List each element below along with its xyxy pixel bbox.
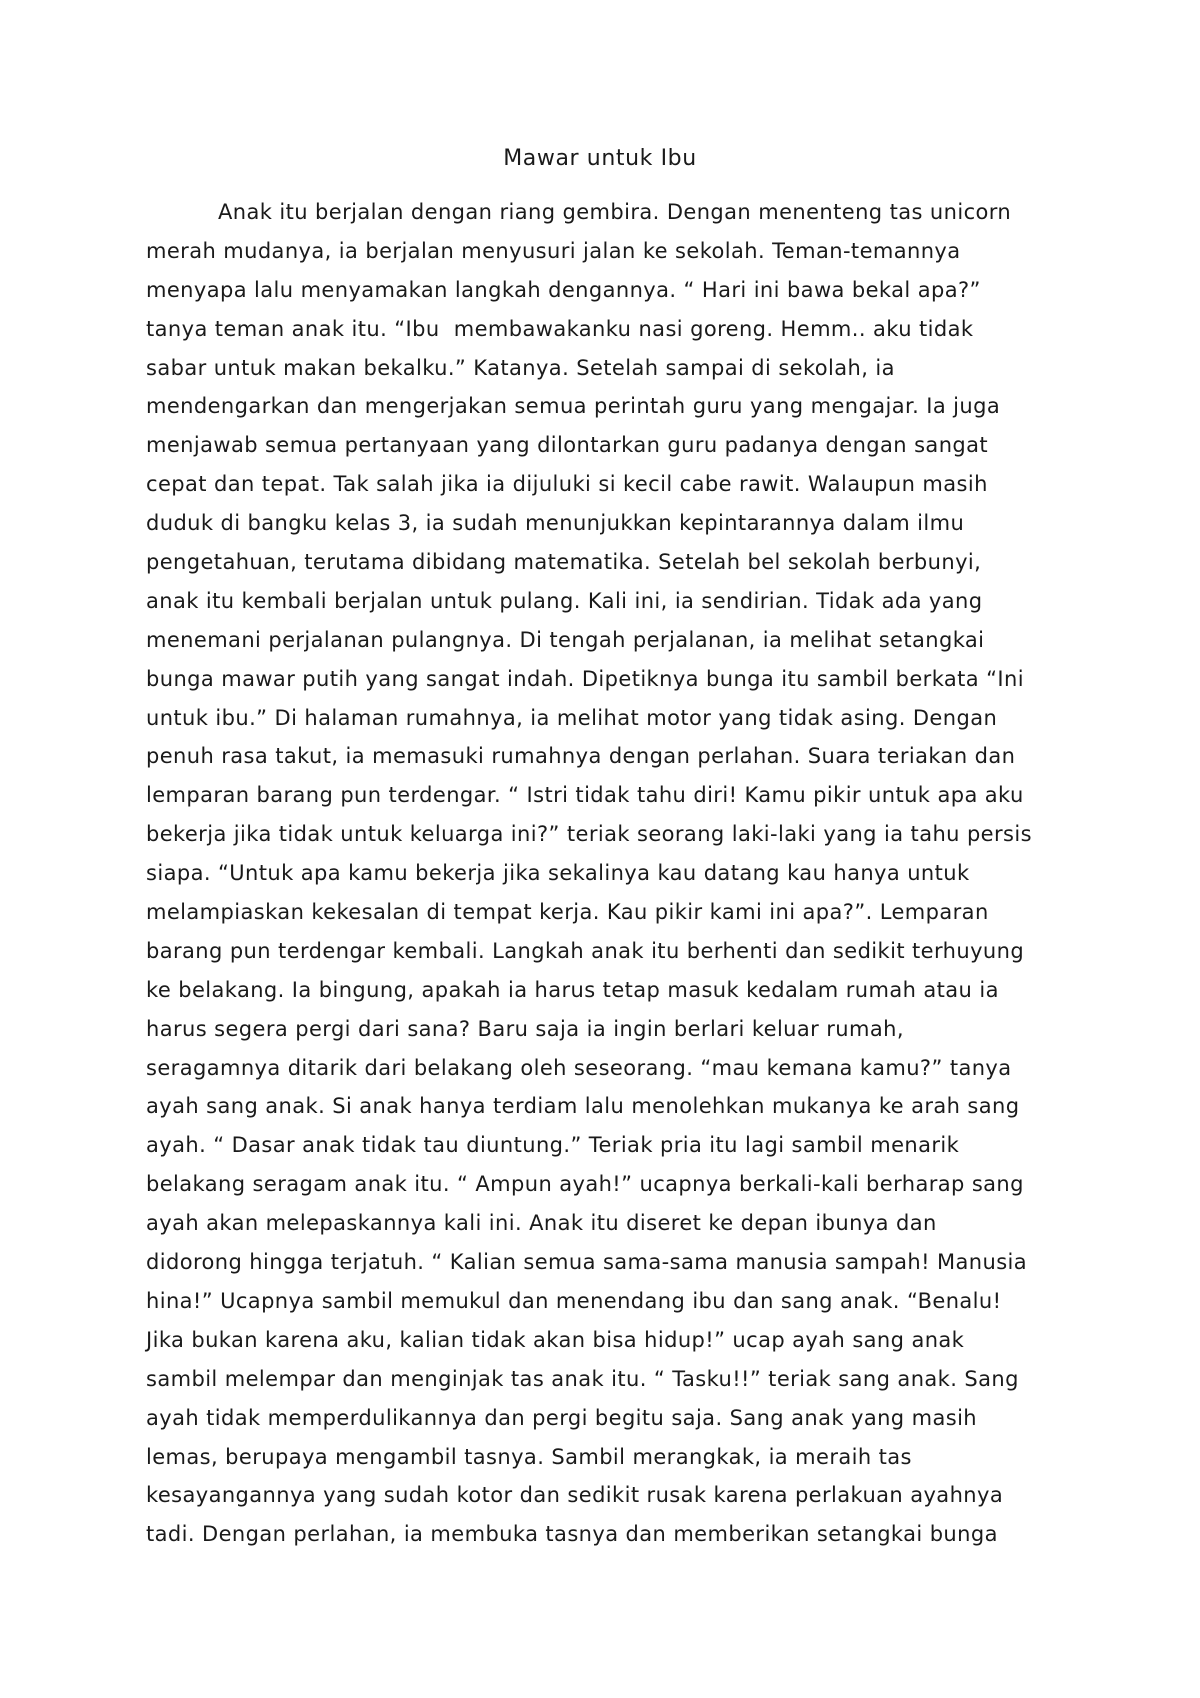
text-line: bunga mawar putih yang sangat indah. Dipetiknya bunga itu sambil berkata “Ini bbox=[146, 666, 1024, 691]
text-line: anak itu kembali berjalan untuk pulang. Kali ini, ia sendirian. Tidak ada yang bbox=[146, 588, 983, 613]
text-line: belakang seragam anak itu. “ Ampun ayah!” ucapnya berkali-kali berharap sang bbox=[146, 1172, 1024, 1197]
text-line: sambil melempar dan menginjak tas anak itu. “ Tasku!!” teriak sang anak. Sang bbox=[146, 1366, 1019, 1391]
text-line: pengetahuan, terutama dibidang matematika. Setelah bel sekolah berbunyi, bbox=[146, 550, 982, 575]
text-line: merah mudanya, ia berjalan menyusuri jalan ke sekolah. Teman-temannya bbox=[146, 238, 961, 263]
text-line: ayah akan melepaskannya kali ini. Anak itu diseret ke depan ibunya dan bbox=[146, 1211, 937, 1236]
text-line: hina!” Ucapnya sambil memukul dan menendang ibu dan sang anak. “Benalu! bbox=[146, 1288, 1002, 1313]
text-line: menjawab semua pertanyaan yang dilontarkan guru padanya dengan sangat bbox=[146, 433, 989, 458]
text-line: seragamnya ditarik dari belakang oleh seseorang. “mau kemana kamu?” tanya bbox=[146, 1055, 1012, 1080]
text-line: harus segera pergi dari sana? Baru saja ia ingin berlari keluar rumah, bbox=[146, 1016, 904, 1041]
text-line: ayah. “ Dasar anak tidak tau diuntung.” Teriak pria itu lagi sambil menarik bbox=[146, 1133, 960, 1158]
text-line: tadi. Dengan perlahan, ia membuka tasnya dan memberikan setangkai bunga bbox=[146, 1522, 998, 1547]
text-line: untuk ibu.” Di halaman rumahnya, ia melihat motor yang tidak asing. Dengan bbox=[146, 705, 998, 730]
text-line: ayah sang anak. Si anak hanya terdiam lalu menolehkan mukanya ke arah sang bbox=[146, 1094, 1020, 1119]
text-line: lemparan barang pun terdengar. “ Istri tidak tahu diri! Kamu pikir untuk apa aku bbox=[146, 783, 1024, 808]
text-line: Jika bukan karena aku, kalian tidak akan bisa hidup!” ucap ayah sang anak bbox=[146, 1327, 965, 1352]
text-line: barang pun terdengar kembali. Langkah anak itu berhenti dan sedikit terhuyung bbox=[146, 938, 1025, 963]
text-line: ke belakang. Ia bingung, apakah ia harus tetap masuk kedalam rumah atau ia bbox=[146, 977, 999, 1002]
text-line: menemani perjalanan pulangnya. Di tengah perjalanan, ia melihat setangkai bbox=[146, 627, 985, 652]
text-line: cepat dan tepat. Tak salah jika ia dijuluki si kecil cabe rawit. Walaupun masih bbox=[146, 472, 988, 497]
text-line: lemas, berupaya mengambil tasnya. Sambil merangkak, ia meraih tas bbox=[146, 1444, 912, 1469]
story-paragraph bbox=[146, 193, 1066, 1554]
text-line: mendengarkan dan mengerjakan semua perintah guru yang mengajar. Ia juga bbox=[146, 394, 1001, 419]
text-line: Anak itu berjalan dengan riang gembira. Dengan menenteng tas unicorn bbox=[218, 200, 1012, 224]
text-line: sabar untuk makan bekalku.” Katanya. Setelah sampai di sekolah, ia bbox=[146, 355, 895, 380]
document-title: Mawar untuk Ibu bbox=[503, 146, 697, 171]
text-line: kesayangannya yang sudah kotor dan sedikit rusak karena perlakuan ayahnya bbox=[146, 1483, 1004, 1508]
text-line: duduk di bangku kelas 3, ia sudah menunjukkan kepintarannya dalam ilmu bbox=[146, 511, 965, 536]
text-line: melampiaskan kekesalan di tempat kerja. Kau pikir kami ini apa?”. Lemparan bbox=[146, 900, 989, 925]
text-line: didorong hingga terjatuh. “ Kalian semua sama-sama manusia sampah! Manusia bbox=[146, 1250, 1028, 1275]
text-line: penuh rasa takut, ia memasuki rumahnya dengan perlahan. Suara teriakan dan bbox=[146, 744, 1016, 769]
text-line: bekerja jika tidak untuk keluarga ini?” teriak seorang laki-laki yang ia tahu persis bbox=[146, 822, 1032, 847]
text-line: menyapa lalu menyamakan langkah dengannya. “ Hari ini bawa bekal apa?” bbox=[146, 277, 981, 302]
text-line: ayah tidak memperdulikannya dan pergi begitu saja. Sang anak yang masih bbox=[146, 1405, 978, 1430]
text-line: siapa. “Untuk apa kamu bekerja jika sekalinya kau datang kau hanya untuk bbox=[146, 861, 970, 886]
text-line: tanya teman anak itu. “Ibu membawakanku nasi goreng. Hemm.. aku tidak bbox=[146, 316, 974, 341]
